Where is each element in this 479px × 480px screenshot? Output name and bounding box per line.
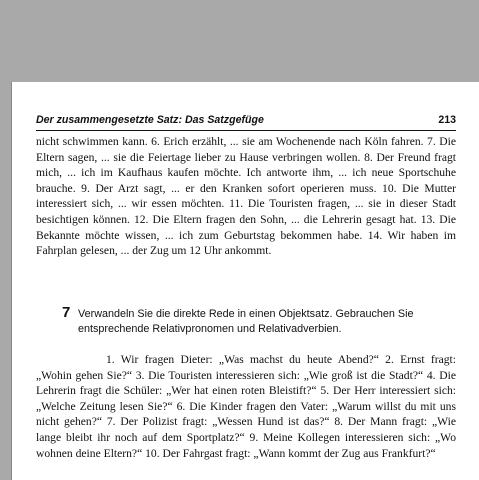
- exercise-sentences: 1. Wir fragen Dieter: „Was machst du heute Abend?“ 2. Ernst fragt: „Wohin gehen Sie?“ 3. Die Touristen interessieren sich: „Wie groß ist die Stadt?“ 4. Die Lehrerin fragt die Schüler: „Wer hat einen roten Bleistift?“ 5. Der Herr interessiert sich: „Welche Zeitung lesen Sie?“ 6. Die Kinder fragen den Vater: „Warum willst du mit uns nicht gehen?“ 7. Der Polizist fragt: „Wessen Hund ist das?“ 8. Der Mann fragt: „Wie lange bleibt ihr noch auf dem Sportplatz?“ 9. Meine Kollegen interessieren sich: „Wo wohnen deine Eltern?“ 10. Der Fahrgast fragt: „Wann kommt der Zug aus Frankfurt?“: [36, 353, 456, 460]
- chapter-title: Der zusammengesetzte Satz: Das Satzgefüge: [36, 114, 264, 126]
- exercise-instruction: [62, 304, 458, 337]
- exercise-text-continued: nicht schwimmen kann. 6. Erich erzählt, ... sie am Wochenende nach Köln fahren. 7. Die Eltern sagen, ... sie die Feiertage lieber zu Hause verbringen wollen. 8. Der Freund fragt mich, ... ich im Kaufhaus kaufen möchte. Ich antworte ihm, ... ich neue Sportschuhe brauche. 9. Der Arzt sagt, ... er den Kranken sofort operieren muss. 10. Die Mutter interessiert sich, ... wir essen möchten. 11. Die Touristen fragen, ... sie in dieser Stadt besichtigen können. 12. Die Eltern fragen den Sohn, ... die Lehrerin gesagt hat. 13. Die Bekannte möchte wissen, ... ich zum Geburtstag bekommen habe. 14. Wir haben im Fahrplan gelesen, ... der Zug um 12 Uhr ankommt.: [36, 135, 456, 258]
- running-header: [36, 112, 456, 131]
- book-page: [12, 82, 479, 480]
- instruction-text: Verwandeln Sie die direkte Rede in einen Objektsatz. Gebrauchen Sie entsprechende Relativpronomen und Relativadverbien.: [78, 308, 414, 335]
- page-number: 213: [438, 114, 456, 126]
- exercise-number: 7: [62, 304, 71, 321]
